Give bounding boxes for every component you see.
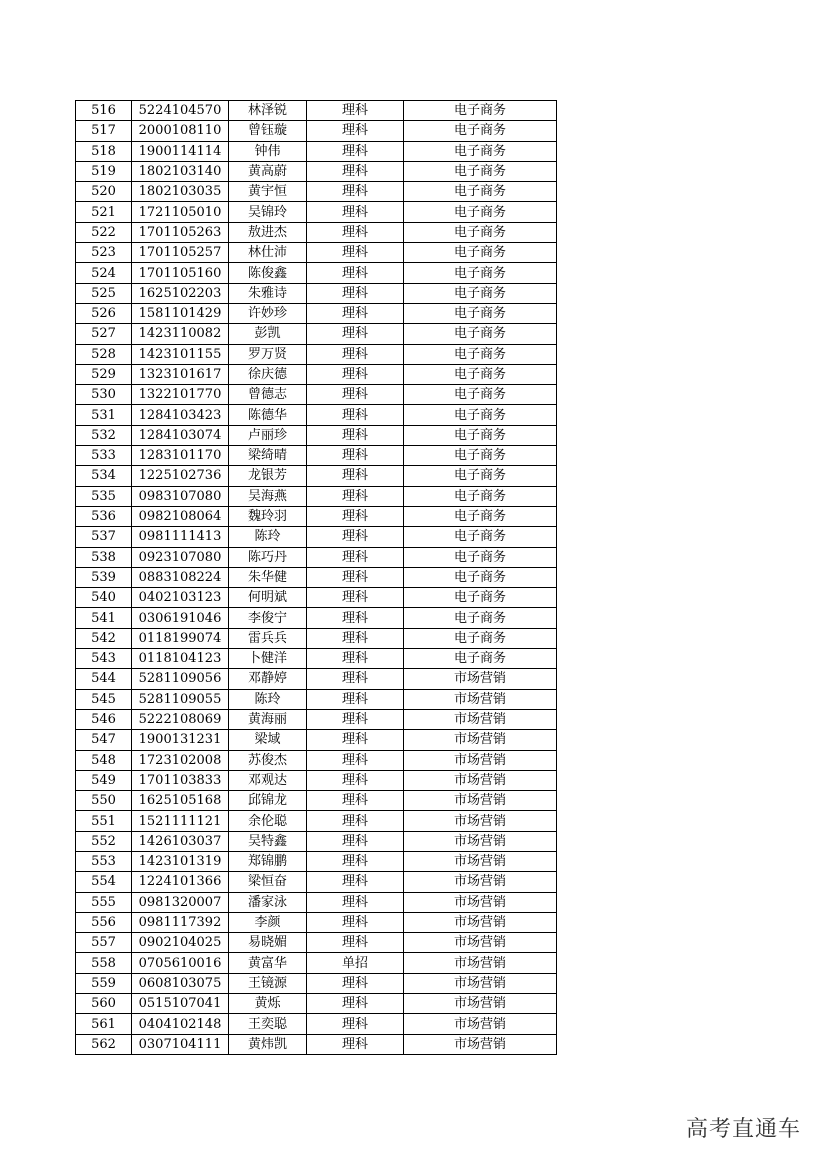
table-row: [76, 466, 557, 486]
exam-id-cell: 5281109056: [132, 669, 229, 689]
track-cell: 理科: [307, 933, 404, 953]
row-number-cell: 562: [76, 1034, 132, 1054]
student-name-cell: 许妙珍: [229, 303, 307, 323]
exam-id-cell: 0982108064: [132, 506, 229, 526]
table-row: [76, 243, 557, 263]
student-name-cell: 黄高蔚: [229, 161, 307, 181]
student-name-cell: 钟伟: [229, 141, 307, 161]
table-row: [76, 506, 557, 526]
table-row: [76, 385, 557, 405]
major-cell: 电子商务: [404, 303, 557, 323]
track-cell: 理科: [307, 303, 404, 323]
table-row: [76, 649, 557, 669]
major-cell: 电子商务: [404, 425, 557, 445]
row-number-cell: 552: [76, 831, 132, 851]
watermark-text: 高考直通车: [685, 1117, 801, 1142]
table-row: [76, 364, 557, 384]
major-cell: 市场营销: [404, 892, 557, 912]
row-number-cell: 544: [76, 669, 132, 689]
table-row: [76, 811, 557, 831]
major-cell: 市场营销: [404, 669, 557, 689]
major-cell: 电子商务: [404, 588, 557, 608]
student-name-cell: 朱雅诗: [229, 283, 307, 303]
row-number-cell: 533: [76, 446, 132, 466]
exam-id-cell: 1625102203: [132, 283, 229, 303]
major-cell: 市场营销: [404, 994, 557, 1014]
row-number-cell: 525: [76, 283, 132, 303]
exam-id-cell: 0981117392: [132, 912, 229, 932]
row-number-cell: 522: [76, 222, 132, 242]
table-row: [76, 182, 557, 202]
major-cell: 电子商务: [404, 649, 557, 669]
student-name-cell: 梁恒奋: [229, 872, 307, 892]
major-cell: 电子商务: [404, 446, 557, 466]
major-cell: 市场营销: [404, 1014, 557, 1034]
major-cell: 电子商务: [404, 101, 557, 121]
row-number-cell: 538: [76, 547, 132, 567]
row-number-cell: 551: [76, 811, 132, 831]
student-name-cell: 易晓媚: [229, 933, 307, 953]
table-row: [76, 831, 557, 851]
major-cell: 电子商务: [404, 344, 557, 364]
row-number-cell: 530: [76, 385, 132, 405]
major-cell: 电子商务: [404, 141, 557, 161]
student-name-cell: 郑锦鹏: [229, 851, 307, 871]
student-name-cell: 李颜: [229, 912, 307, 932]
exam-id-cell: 5281109055: [132, 689, 229, 709]
student-name-cell: 陈俊鑫: [229, 263, 307, 283]
track-cell: 理科: [307, 324, 404, 344]
exam-id-cell: 1224101366: [132, 872, 229, 892]
track-cell: 理科: [307, 283, 404, 303]
major-cell: 市场营销: [404, 831, 557, 851]
major-cell: 电子商务: [404, 567, 557, 587]
student-name-cell: 吴锦玲: [229, 202, 307, 222]
student-name-cell: 陈玲: [229, 527, 307, 547]
student-name-cell: 龙银芳: [229, 466, 307, 486]
major-cell: 电子商务: [404, 628, 557, 648]
student-name-cell: 徐庆德: [229, 364, 307, 384]
major-cell: 市场营销: [404, 709, 557, 729]
row-number-cell: 537: [76, 527, 132, 547]
table-row: [76, 669, 557, 689]
track-cell: 理科: [307, 811, 404, 831]
student-name-cell: 王镜源: [229, 973, 307, 993]
exam-id-cell: 1284103423: [132, 405, 229, 425]
exam-id-cell: 1900131231: [132, 730, 229, 750]
student-name-cell: 陈巧丹: [229, 547, 307, 567]
row-number-cell: 531: [76, 405, 132, 425]
table-row: [76, 973, 557, 993]
track-cell: 单招: [307, 953, 404, 973]
major-cell: 电子商务: [404, 466, 557, 486]
student-name-cell: 曾钰璇: [229, 121, 307, 141]
row-number-cell: 554: [76, 872, 132, 892]
exam-id-cell: 0608103075: [132, 973, 229, 993]
student-name-cell: 余伦聪: [229, 811, 307, 831]
student-name-cell: 邓观达: [229, 770, 307, 790]
row-number-cell: 561: [76, 1014, 132, 1034]
exam-id-cell: 1581101429: [132, 303, 229, 323]
row-number-cell: 536: [76, 506, 132, 526]
row-number-cell: 535: [76, 486, 132, 506]
student-name-cell: 黄海丽: [229, 709, 307, 729]
row-number-cell: 543: [76, 649, 132, 669]
exam-id-cell: 1284103074: [132, 425, 229, 445]
exam-id-cell: 1701105257: [132, 243, 229, 263]
major-cell: 电子商务: [404, 527, 557, 547]
exam-id-cell: 0515107041: [132, 994, 229, 1014]
track-cell: 理科: [307, 425, 404, 445]
table-row: [76, 446, 557, 466]
exam-id-cell: 1322101770: [132, 385, 229, 405]
exam-id-cell: 0118104123: [132, 649, 229, 669]
track-cell: 理科: [307, 709, 404, 729]
student-name-cell: 邓静婷: [229, 669, 307, 689]
major-cell: 市场营销: [404, 770, 557, 790]
student-name-cell: 李俊宁: [229, 608, 307, 628]
table-row: [76, 202, 557, 222]
student-name-cell: 黄宇恒: [229, 182, 307, 202]
row-number-cell: 528: [76, 344, 132, 364]
track-cell: 理科: [307, 770, 404, 790]
row-number-cell: 547: [76, 730, 132, 750]
track-cell: 理科: [307, 649, 404, 669]
track-cell: 理科: [307, 791, 404, 811]
track-cell: 理科: [307, 466, 404, 486]
table-row: [76, 567, 557, 587]
student-name-cell: 罗万贤: [229, 344, 307, 364]
track-cell: 理科: [307, 161, 404, 181]
row-number-cell: 550: [76, 791, 132, 811]
student-name-cell: 陈德华: [229, 405, 307, 425]
row-number-cell: 517: [76, 121, 132, 141]
table-row: [76, 222, 557, 242]
major-cell: 电子商务: [404, 121, 557, 141]
table-row: [76, 486, 557, 506]
major-cell: 电子商务: [404, 506, 557, 526]
student-name-cell: 曾德志: [229, 385, 307, 405]
major-cell: 电子商务: [404, 405, 557, 425]
exam-id-cell: 1423101319: [132, 851, 229, 871]
table-row: [76, 1034, 557, 1054]
table-row: [76, 892, 557, 912]
student-name-cell: 梁域: [229, 730, 307, 750]
track-cell: 理科: [307, 1014, 404, 1034]
exam-id-cell: 0883108224: [132, 567, 229, 587]
table-row: [76, 121, 557, 141]
exam-id-cell: 0705610016: [132, 953, 229, 973]
student-name-cell: 魏玲羽: [229, 506, 307, 526]
track-cell: 理科: [307, 588, 404, 608]
major-cell: 电子商务: [404, 182, 557, 202]
student-name-cell: 林泽锐: [229, 101, 307, 121]
exam-id-cell: 1283101170: [132, 446, 229, 466]
exam-id-cell: 1802103140: [132, 161, 229, 181]
table-row: [76, 750, 557, 770]
major-cell: 电子商务: [404, 547, 557, 567]
row-number-cell: 534: [76, 466, 132, 486]
exam-id-cell: 0307104111: [132, 1034, 229, 1054]
row-number-cell: 529: [76, 364, 132, 384]
major-cell: 电子商务: [404, 222, 557, 242]
exam-id-cell: 1423110082: [132, 324, 229, 344]
exam-id-cell: 1225102736: [132, 466, 229, 486]
exam-id-cell: 1723102008: [132, 750, 229, 770]
track-cell: 理科: [307, 912, 404, 932]
row-number-cell: 542: [76, 628, 132, 648]
track-cell: 理科: [307, 385, 404, 405]
table-body: [76, 101, 557, 1055]
track-cell: 理科: [307, 486, 404, 506]
row-number-cell: 516: [76, 101, 132, 121]
row-number-cell: 553: [76, 851, 132, 871]
table-row: [76, 547, 557, 567]
exam-id-cell: 0981320007: [132, 892, 229, 912]
student-name-cell: 朱华健: [229, 567, 307, 587]
student-name-cell: 潘家泳: [229, 892, 307, 912]
student-name-cell: 陈玲: [229, 689, 307, 709]
row-number-cell: 549: [76, 770, 132, 790]
student-name-cell: 卜健洋: [229, 649, 307, 669]
row-number-cell: 524: [76, 263, 132, 283]
exam-id-cell: 0402103123: [132, 588, 229, 608]
track-cell: 理科: [307, 1034, 404, 1054]
table-row: [76, 709, 557, 729]
track-cell: 理科: [307, 689, 404, 709]
track-cell: 理科: [307, 608, 404, 628]
table-row: [76, 912, 557, 932]
exam-id-cell: 5222108069: [132, 709, 229, 729]
table-row: [76, 425, 557, 445]
major-cell: 市场营销: [404, 953, 557, 973]
table-row: [76, 1014, 557, 1034]
track-cell: 理科: [307, 243, 404, 263]
major-cell: 市场营销: [404, 689, 557, 709]
exam-id-cell: 1323101617: [132, 364, 229, 384]
table-row: [76, 527, 557, 547]
table-row: [76, 628, 557, 648]
major-cell: 电子商务: [404, 202, 557, 222]
table-row: [76, 303, 557, 323]
row-number-cell: 559: [76, 973, 132, 993]
track-cell: 理科: [307, 892, 404, 912]
student-name-cell: 敖进杰: [229, 222, 307, 242]
student-name-cell: 黄烁: [229, 994, 307, 1014]
student-name-cell: 卢丽珍: [229, 425, 307, 445]
student-name-cell: 王奕聪: [229, 1014, 307, 1034]
table-row: [76, 851, 557, 871]
table-row: [76, 608, 557, 628]
track-cell: 理科: [307, 364, 404, 384]
exam-id-cell: 0902104025: [132, 933, 229, 953]
major-cell: 市场营销: [404, 912, 557, 932]
track-cell: 理科: [307, 527, 404, 547]
row-number-cell: 546: [76, 709, 132, 729]
table-row: [76, 730, 557, 750]
student-name-cell: 雷兵兵: [229, 628, 307, 648]
track-cell: 理科: [307, 263, 404, 283]
exam-id-cell: 1900114114: [132, 141, 229, 161]
row-number-cell: 541: [76, 608, 132, 628]
major-cell: 市场营销: [404, 730, 557, 750]
table-row: [76, 770, 557, 790]
table-row: [76, 953, 557, 973]
major-cell: 电子商务: [404, 364, 557, 384]
row-number-cell: 527: [76, 324, 132, 344]
track-cell: 理科: [307, 730, 404, 750]
table-row: [76, 933, 557, 953]
student-name-cell: 黄炜凯: [229, 1034, 307, 1054]
row-number-cell: 532: [76, 425, 132, 445]
major-cell: 市场营销: [404, 750, 557, 770]
table-row: [76, 263, 557, 283]
track-cell: 理科: [307, 831, 404, 851]
table-row: [76, 283, 557, 303]
major-cell: 市场营销: [404, 811, 557, 831]
table-row: [76, 101, 557, 121]
major-cell: 市场营销: [404, 791, 557, 811]
exam-id-cell: 0306191046: [132, 608, 229, 628]
row-number-cell: 518: [76, 141, 132, 161]
track-cell: 理科: [307, 567, 404, 587]
table-row: [76, 161, 557, 181]
student-name-cell: 吴特鑫: [229, 831, 307, 851]
row-number-cell: 560: [76, 994, 132, 1014]
major-cell: 电子商务: [404, 161, 557, 181]
row-number-cell: 540: [76, 588, 132, 608]
table-row: [76, 405, 557, 425]
track-cell: 理科: [307, 872, 404, 892]
student-name-cell: 吴海燕: [229, 486, 307, 506]
track-cell: 理科: [307, 628, 404, 648]
table-row: [76, 689, 557, 709]
student-name-cell: 彭凯: [229, 324, 307, 344]
row-number-cell: 519: [76, 161, 132, 181]
major-cell: 市场营销: [404, 933, 557, 953]
major-cell: 市场营销: [404, 1034, 557, 1054]
exam-id-cell: 1701105160: [132, 263, 229, 283]
table-row: [76, 588, 557, 608]
table-row: [76, 324, 557, 344]
student-name-cell: 邱锦龙: [229, 791, 307, 811]
major-cell: 市场营销: [404, 973, 557, 993]
student-name-cell: 何明斌: [229, 588, 307, 608]
track-cell: 理科: [307, 405, 404, 425]
track-cell: 理科: [307, 222, 404, 242]
exam-id-cell: 0983107080: [132, 486, 229, 506]
track-cell: 理科: [307, 750, 404, 770]
table-row: [76, 344, 557, 364]
track-cell: 理科: [307, 121, 404, 141]
track-cell: 理科: [307, 101, 404, 121]
exam-id-cell: 1802103035: [132, 182, 229, 202]
exam-id-cell: 0981111413: [132, 527, 229, 547]
row-number-cell: 539: [76, 567, 132, 587]
major-cell: 电子商务: [404, 243, 557, 263]
admission-table: [75, 100, 557, 1055]
student-name-cell: 苏俊杰: [229, 750, 307, 770]
track-cell: 理科: [307, 973, 404, 993]
exam-id-cell: 2000108110: [132, 121, 229, 141]
table-row: [76, 994, 557, 1014]
exam-id-cell: 1721105010: [132, 202, 229, 222]
exam-id-cell: 1521111121: [132, 811, 229, 831]
row-number-cell: 557: [76, 933, 132, 953]
track-cell: 理科: [307, 446, 404, 466]
student-name-cell: 黄富华: [229, 953, 307, 973]
major-cell: 电子商务: [404, 324, 557, 344]
major-cell: 电子商务: [404, 283, 557, 303]
student-name-cell: 林仕沛: [229, 243, 307, 263]
row-number-cell: 556: [76, 912, 132, 932]
row-number-cell: 521: [76, 202, 132, 222]
major-cell: 电子商务: [404, 263, 557, 283]
major-cell: 市场营销: [404, 872, 557, 892]
major-cell: 电子商务: [404, 385, 557, 405]
row-number-cell: 558: [76, 953, 132, 973]
row-number-cell: 548: [76, 750, 132, 770]
row-number-cell: 526: [76, 303, 132, 323]
track-cell: 理科: [307, 547, 404, 567]
major-cell: 电子商务: [404, 486, 557, 506]
exam-id-cell: 1701103833: [132, 770, 229, 790]
track-cell: 理科: [307, 994, 404, 1014]
student-name-cell: 梁绮晴: [229, 446, 307, 466]
row-number-cell: 545: [76, 689, 132, 709]
table-row: [76, 872, 557, 892]
exam-id-cell: 1625105168: [132, 791, 229, 811]
track-cell: 理科: [307, 506, 404, 526]
table-row: [76, 141, 557, 161]
track-cell: 理科: [307, 202, 404, 222]
exam-id-cell: 0404102148: [132, 1014, 229, 1034]
row-number-cell: 520: [76, 182, 132, 202]
exam-id-cell: 1423101155: [132, 344, 229, 364]
exam-id-cell: 1701105263: [132, 222, 229, 242]
row-number-cell: 555: [76, 892, 132, 912]
row-number-cell: 523: [76, 243, 132, 263]
track-cell: 理科: [307, 182, 404, 202]
track-cell: 理科: [307, 851, 404, 871]
exam-id-cell: 0118199074: [132, 628, 229, 648]
track-cell: 理科: [307, 141, 404, 161]
track-cell: 理科: [307, 344, 404, 364]
major-cell: 电子商务: [404, 608, 557, 628]
track-cell: 理科: [307, 669, 404, 689]
table-row: [76, 791, 557, 811]
exam-id-cell: 0923107080: [132, 547, 229, 567]
major-cell: 市场营销: [404, 851, 557, 871]
exam-id-cell: 5224104570: [132, 101, 229, 121]
exam-id-cell: 1426103037: [132, 831, 229, 851]
